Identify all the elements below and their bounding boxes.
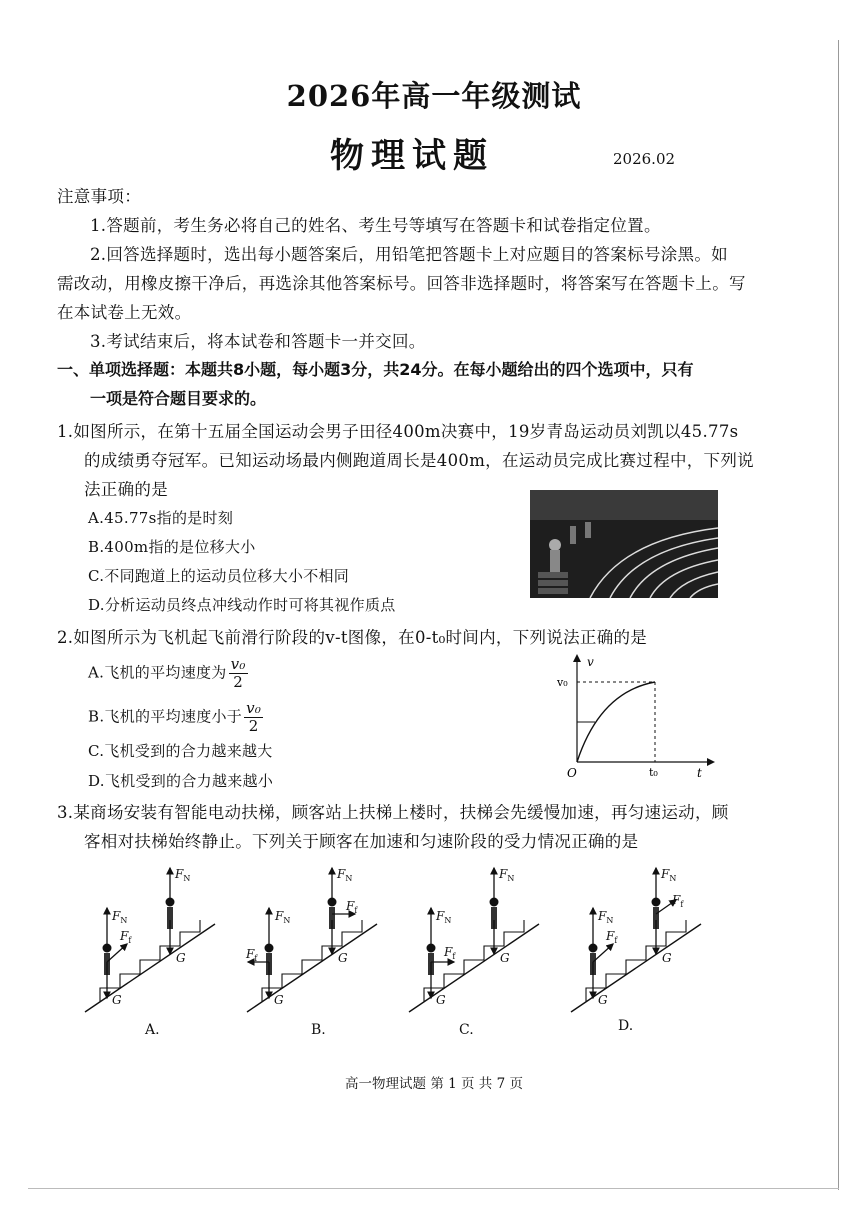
v0-over-2-fraction <box>244 700 263 735</box>
q3-stem-line1: 3.某商场安装有智能电动扶梯，顾客站上扶梯上楼时，扶梯会先缓慢加速，再匀速运动，顾 <box>57 803 729 822</box>
label-fn-d2: $F_N$ <box>661 867 677 883</box>
notice-item-2: 2.回答选择题时，选出每小题答案后，用铅笔把答题卡上对应题目的答案标号涂黑。如 <box>90 245 728 264</box>
label-fn-a2: $F_N$ <box>175 867 191 883</box>
choice-a-label: A. <box>145 1022 160 1038</box>
graph-t0-label: t₀ <box>649 766 658 779</box>
label-ff-a1: $F_f$ <box>120 929 132 945</box>
label-fn-b2: $F_N$ <box>337 867 353 883</box>
page-footer: 高一物理试题 第 1 页 共 7 页 <box>345 1076 523 1092</box>
diagram-c <box>409 868 539 1012</box>
diagram-d <box>571 868 701 1012</box>
q2-option-d: D.飞机受到的合力越来越小 <box>88 772 274 790</box>
label-fn-d1: $F_N$ <box>598 909 614 925</box>
q2-option-a-text: A.飞机的平均速度为 <box>88 663 227 682</box>
notice-item-2-cont: 需改动，用橡皮擦干净后，再选涂其他答案标号。回答非选择题时，将答案写在答题卡上。写 <box>57 274 746 293</box>
label-ff-b1: $F_f$ <box>246 947 258 963</box>
q3-stem-line2: 客相对扶梯始终静止。下列关于顾客在加速和匀速阶段的受力情况正确的是 <box>84 832 639 851</box>
graph-v-label: v <box>587 655 594 669</box>
notice-item-3: 3.考试结束后，将本试卷和答题卡一并交回。 <box>90 332 426 351</box>
stadium-track-photo <box>530 490 718 598</box>
notice-item-2-end: 在本试卷上无效。 <box>57 303 192 322</box>
q1-stem-line2: 的成绩勇夺冠军。已知运动场最内侧跑道周长是400m，在运动员完成比赛过程中，下列说 <box>84 451 754 470</box>
label-fn-c1: $F_N$ <box>436 909 452 925</box>
label-g-c2: G <box>500 951 510 965</box>
escalator-force-diagrams <box>80 862 730 1042</box>
label-g-c1: G <box>436 993 446 1007</box>
label-ff-d2: $F_f$ <box>672 893 684 909</box>
graph-origin-label: O <box>567 766 577 780</box>
choice-d-label: D. <box>618 1018 634 1034</box>
exam-title: 2026年高一年级测试 <box>286 79 582 113</box>
notice-item-1: 1.答题前，考生务必将自己的姓名、考生号等填写在答题卡和试卷指定位置。 <box>90 216 661 235</box>
fraction-denominator: 2 <box>248 717 259 735</box>
section-heading-cont: 一项是符合题目要求的。 <box>90 389 267 408</box>
graph-t-label: t <box>697 766 702 780</box>
q2-stem: 2.如图所示为飞机起飞前滑行阶段的v-t图像，在0-t₀时间内，下列说法正确的是 <box>57 628 648 647</box>
fraction-numerator: v₀ <box>230 655 246 673</box>
q2-option-b-text: B.飞机的平均速度小于 <box>88 707 243 726</box>
q2-option-b <box>88 700 263 735</box>
label-g-b1: G <box>274 993 284 1007</box>
q2-option-a <box>88 656 248 691</box>
label-ff-d1: $F_f$ <box>606 929 618 945</box>
exam-date: 2026.02 <box>613 150 676 168</box>
subject-title: 物理试题 <box>330 136 494 176</box>
fraction-numerator: v₀ <box>246 699 262 717</box>
q1-stem-line1: 1.如图所示，在第十五届全国运动会男子田径400m决赛中，19岁青岛运动员刘凯以45.77s <box>57 422 739 441</box>
q1-option-b: B.400m指的是位移大小 <box>88 538 256 556</box>
section-heading: 一、单项选择题：本题共8小题，每小题3分，共24分。在每小题给出的四个选项中，只有 <box>57 360 694 379</box>
label-g-a1: G <box>112 993 122 1007</box>
diagram-a <box>85 868 215 1012</box>
label-ff-c1: $F_f$ <box>444 945 456 961</box>
q2-option-c: C.飞机受到的合力越来越大 <box>88 742 273 760</box>
label-fn-a1: $F_N$ <box>112 909 128 925</box>
diagram-b <box>247 868 377 1012</box>
q1-option-a: A.45.77s指的是时刻 <box>88 509 234 527</box>
label-g-b2: G <box>338 951 348 965</box>
label-g-a2: G <box>176 951 186 965</box>
label-ff-b2: $F_f$ <box>346 899 358 915</box>
label-g-d1: G <box>598 993 608 1007</box>
q1-stem-line3: 法正确的是 <box>84 480 168 499</box>
label-fn-b1: $F_N$ <box>275 909 291 925</box>
q1-option-c: C.不同跑道上的运动员位移大小不相同 <box>88 567 350 585</box>
page-border-bottom <box>28 1188 839 1189</box>
graph-v0-label: v₀ <box>557 676 568 689</box>
label-fn-c2: $F_N$ <box>499 867 515 883</box>
q1-option-d: D.分析运动员终点冲线动作时可将其视作质点 <box>88 596 396 614</box>
fraction-denominator: 2 <box>233 673 244 691</box>
v0-over-2-fraction <box>229 656 248 691</box>
choice-b-label: B. <box>311 1022 326 1038</box>
label-g-d2: G <box>662 951 672 965</box>
choice-c-label: C. <box>459 1022 474 1038</box>
stadium-track-picture <box>530 490 718 598</box>
notice-heading: 注意事项： <box>57 187 141 206</box>
vt-graph <box>555 652 715 782</box>
page-border-right <box>838 40 839 1190</box>
